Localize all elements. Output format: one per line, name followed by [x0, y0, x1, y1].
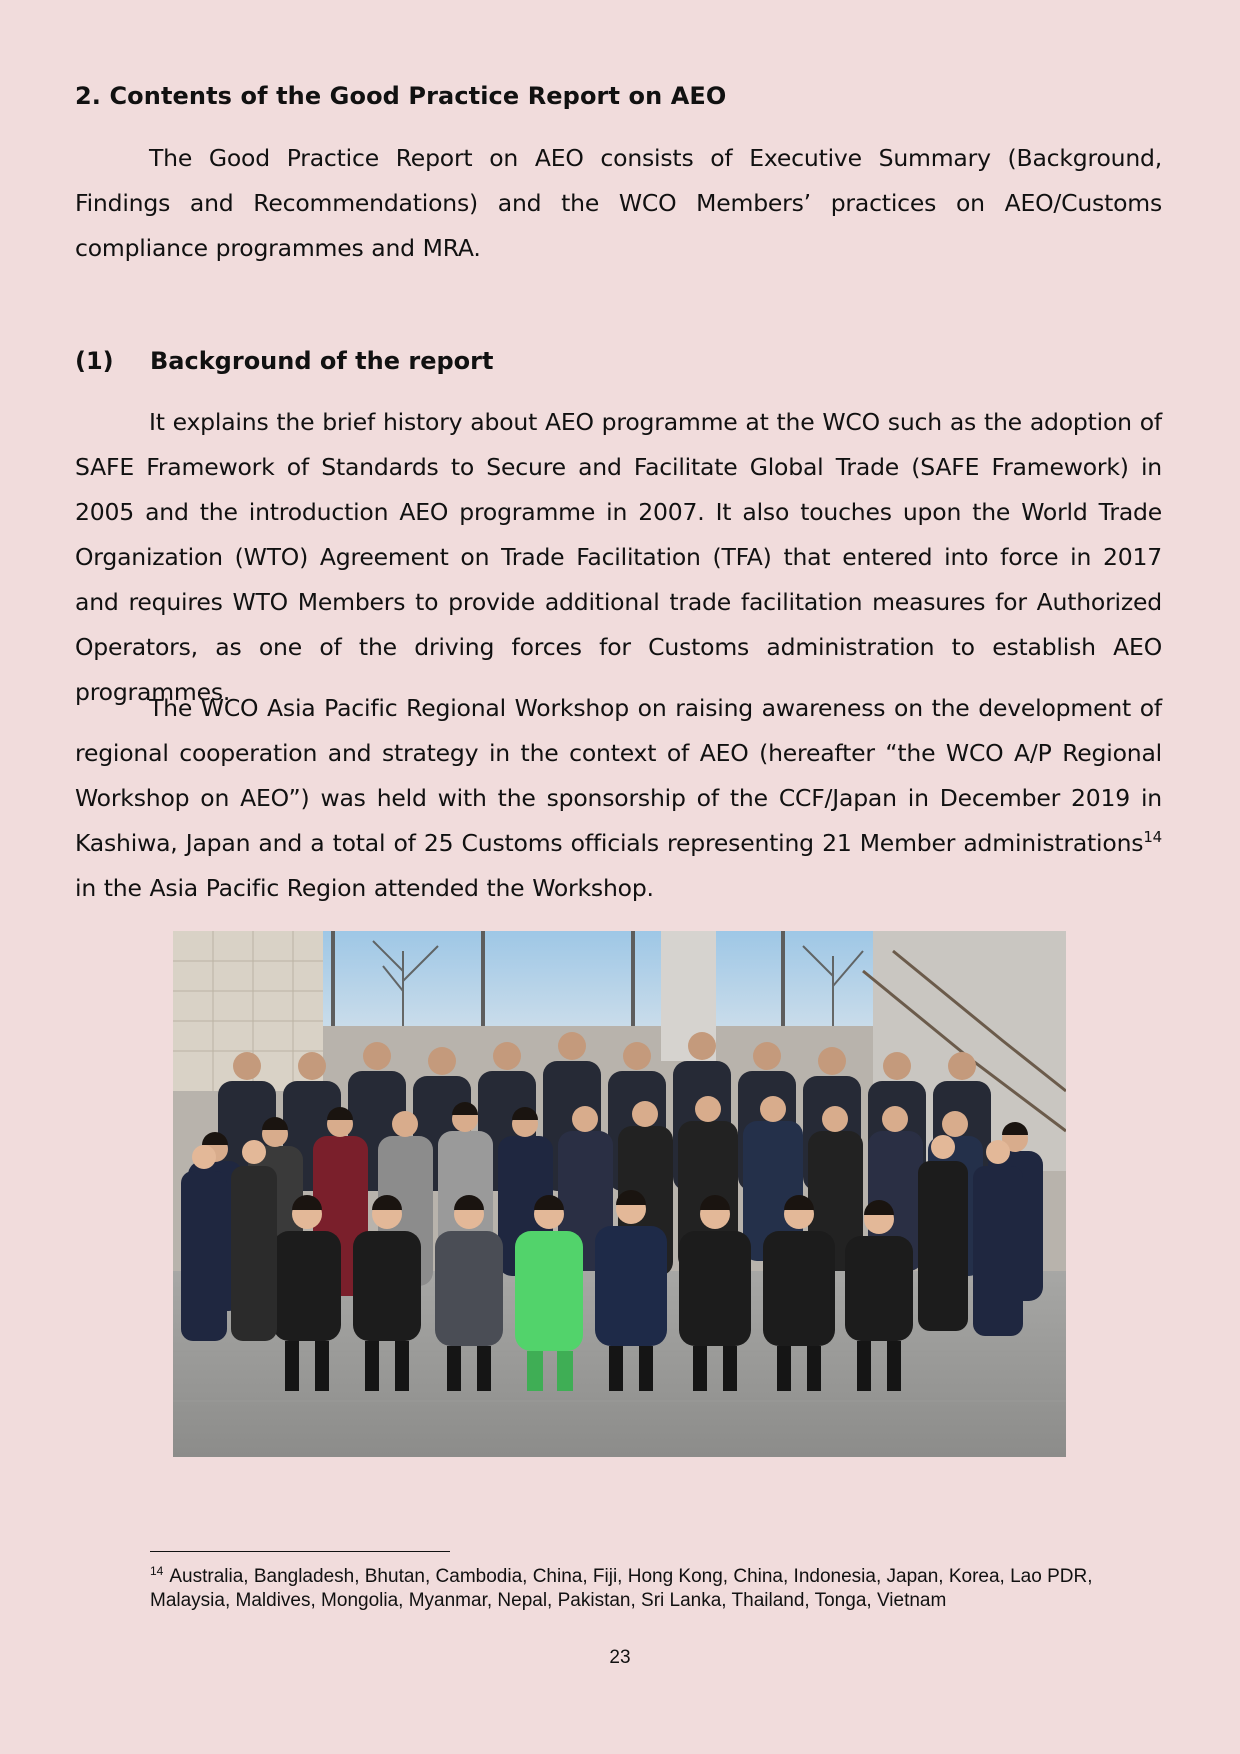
document-page	[75, 0, 1162, 1754]
page-number: 23	[609, 1647, 631, 1668]
subsection-number: (1)	[75, 347, 114, 375]
paragraph-2-text-end: in the Asia Pacific Region attended the Workshop.	[75, 874, 654, 902]
footnote-marker: 14	[150, 1563, 164, 1578]
paragraph-2-text: The WCO Asia Pacific Regional Workshop on raising awareness on the development of regional cooperation and strategy in the context of AEO (hereafter “the WCO A/P Regional Workshop on AEO”) was held with the sponsorship of the CCF/Japan in December 2019 in Kashiwa, Japan and a total of 25 Customs officials representing 21 Member administrations	[75, 694, 1162, 857]
footnote-text: Australia, Bangladesh, Bhutan, Cambodia, China, Fiji, Hong Kong, China, Indonesia, Japan, Korea, Lao PDR, Malaysia, Maldives, Mongolia, Myanmar, Nepal, Pakistan, Sri Lanka, Thailand, Tonga, Vietnam	[150, 1566, 1093, 1611]
background-paragraph-2	[75, 686, 1162, 911]
footnote-divider	[150, 1551, 450, 1552]
subsection-heading	[75, 347, 493, 375]
subsection-title: Background of the report	[150, 347, 494, 375]
footnote	[150, 1565, 1110, 1613]
intro-paragraph: The Good Practice Report on AEO consists of Executive Summary (Background, Findings and Recommendations) and the WCO Members’ practices on AEO/Customs compliance programmes and MRA.	[75, 144, 1162, 262]
group-photo	[173, 931, 1066, 1457]
section-heading: 2. Contents of the Good Practice Report on AEO	[75, 82, 727, 110]
background-paragraph-1: It explains the brief history about AEO programme at the WCO such as the adoption of SAFE Framework of Standards to Secure and Facilitate Global Trade (SAFE Framework) in 2005 and the introduction AEO programme in 2007. It also touches upon the World Trade Organization (WTO) Agreement on Trade Facilitation (TFA) that entered into force in 2017 and requires WTO Members to provide additional trade facilitation measures for Authorized Operators, as one of the driving forces for Customs administration to establish AEO programmes.	[75, 408, 1162, 706]
footnote-reference: 14	[1143, 828, 1162, 847]
